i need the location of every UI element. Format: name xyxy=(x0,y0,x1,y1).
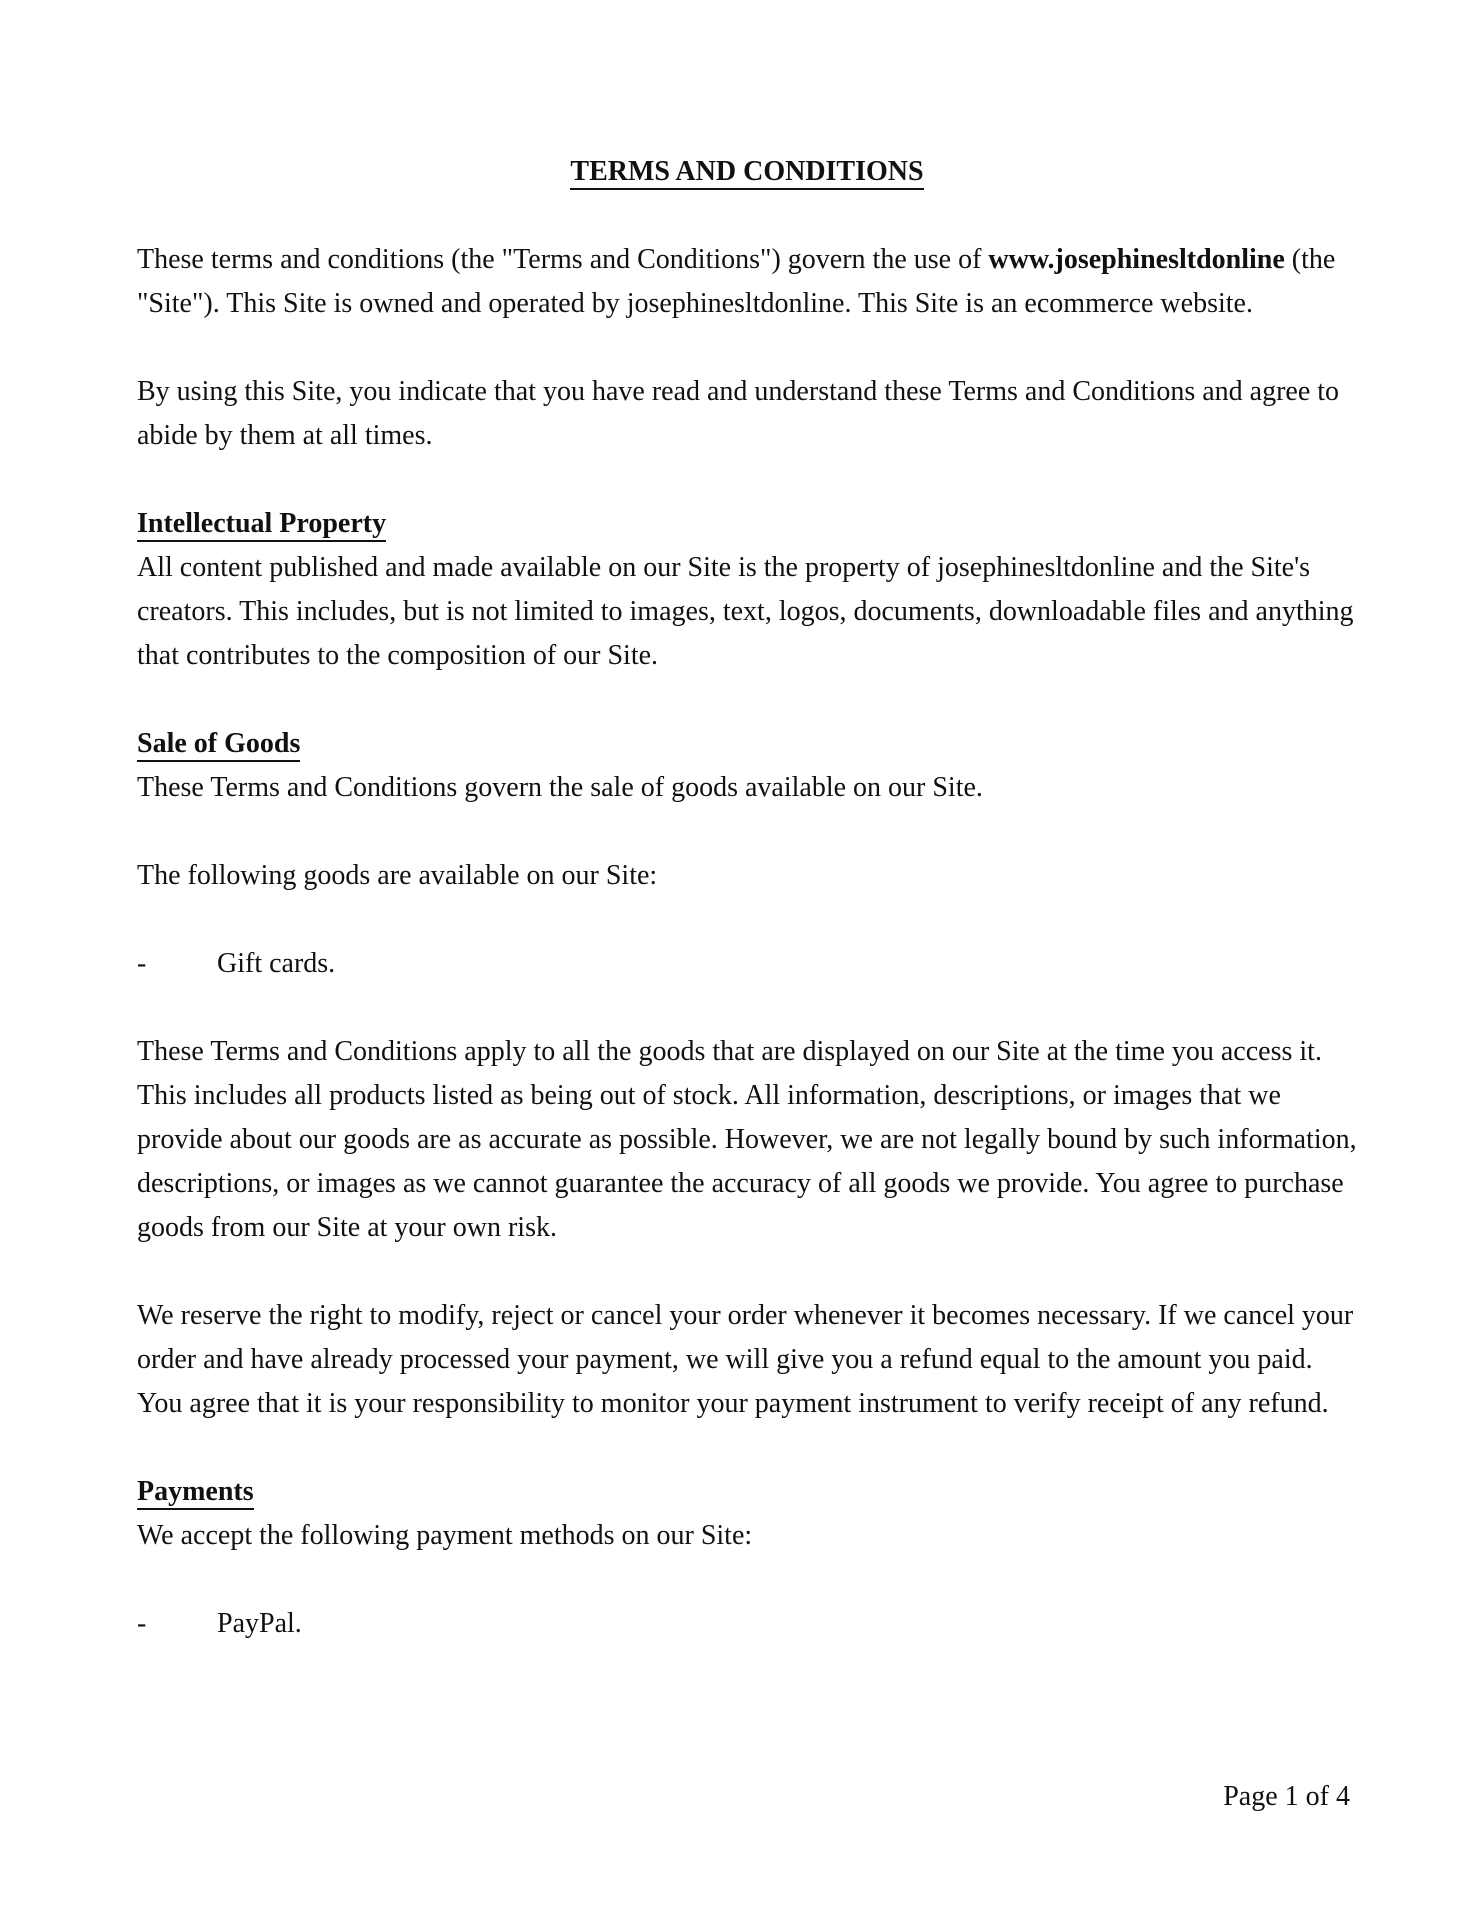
sale-of-goods-paragraph-3: These Terms and Conditions apply to all the goods that are displayed on our Site at the time you access it. This includes all products listed as being out of stock. All information, descriptions, or images that we provide about our goods are as accurate as possible. However, we are not legally bound by such information, descriptions, or images as we cannot guarantee the accuracy of all goods we provide. You agree to purchase goods from our Site at your own risk. xyxy=(137,1036,1357,1243)
heading-payments-text: Payments xyxy=(137,1476,254,1510)
payment-list-item xyxy=(137,1602,1357,1646)
document-content xyxy=(137,150,1357,1690)
heading-intellectual-property xyxy=(137,502,1357,546)
agreement-paragraph: By using this Site, you indicate that you have read and understand these Terms and Conditions and agree to abide by them at all times. xyxy=(137,376,1340,451)
page-number: Page 1 of 4 xyxy=(1223,1781,1350,1812)
payments-paragraph: We accept the following payment methods on our Site: xyxy=(137,1520,753,1551)
heading-payments xyxy=(137,1470,1357,1514)
sale-of-goods-paragraph-4: We reserve the right to modify, reject or cancel your order whenever it becomes necessary. If we cancel your order and have already processed your payment, we will give you a refund equal to the amount you paid. You agree that it is your responsibility to monitor your payment instrument to verify receipt of any refund. xyxy=(137,1300,1354,1419)
bullet-dash: - xyxy=(137,948,147,979)
heading-intellectual-property-text: Intellectual Property xyxy=(137,508,386,542)
intro-text-after: (the "Site"). This Site is owned and operated by josephinesltdonline. This Site is an ecommerce website. xyxy=(137,244,1336,319)
sale-of-goods-paragraph-1: These Terms and Conditions govern the sale of goods available on our Site. xyxy=(137,772,983,803)
bullet-dash: - xyxy=(137,1608,147,1639)
intro-paragraph xyxy=(137,238,1357,326)
document-title xyxy=(137,150,1357,194)
sale-of-goods-paragraph-2: The following goods are available on our Site: xyxy=(137,860,658,891)
heading-sale-of-goods-text: Sale of Goods xyxy=(137,728,300,762)
goods-list-item-text: Gift cards. xyxy=(217,948,336,979)
payment-list-item-text: PayPal. xyxy=(217,1608,302,1639)
heading-sale-of-goods xyxy=(137,722,1357,766)
intellectual-property-paragraph: All content published and made available on our Site is the property of josephinesltdonline and the Site's creators. This includes, but is not limited to images, text, logos, documents, downloadable files and anything that contributes to the composition of our Site. xyxy=(137,552,1354,671)
intro-text-before: These terms and conditions (the "Terms and Conditions") govern the use of xyxy=(137,244,989,275)
goods-list-item xyxy=(137,942,1357,986)
document-title-text: TERMS AND CONDITIONS xyxy=(570,156,923,190)
site-name: www.josephinesltdonline xyxy=(988,244,1285,275)
